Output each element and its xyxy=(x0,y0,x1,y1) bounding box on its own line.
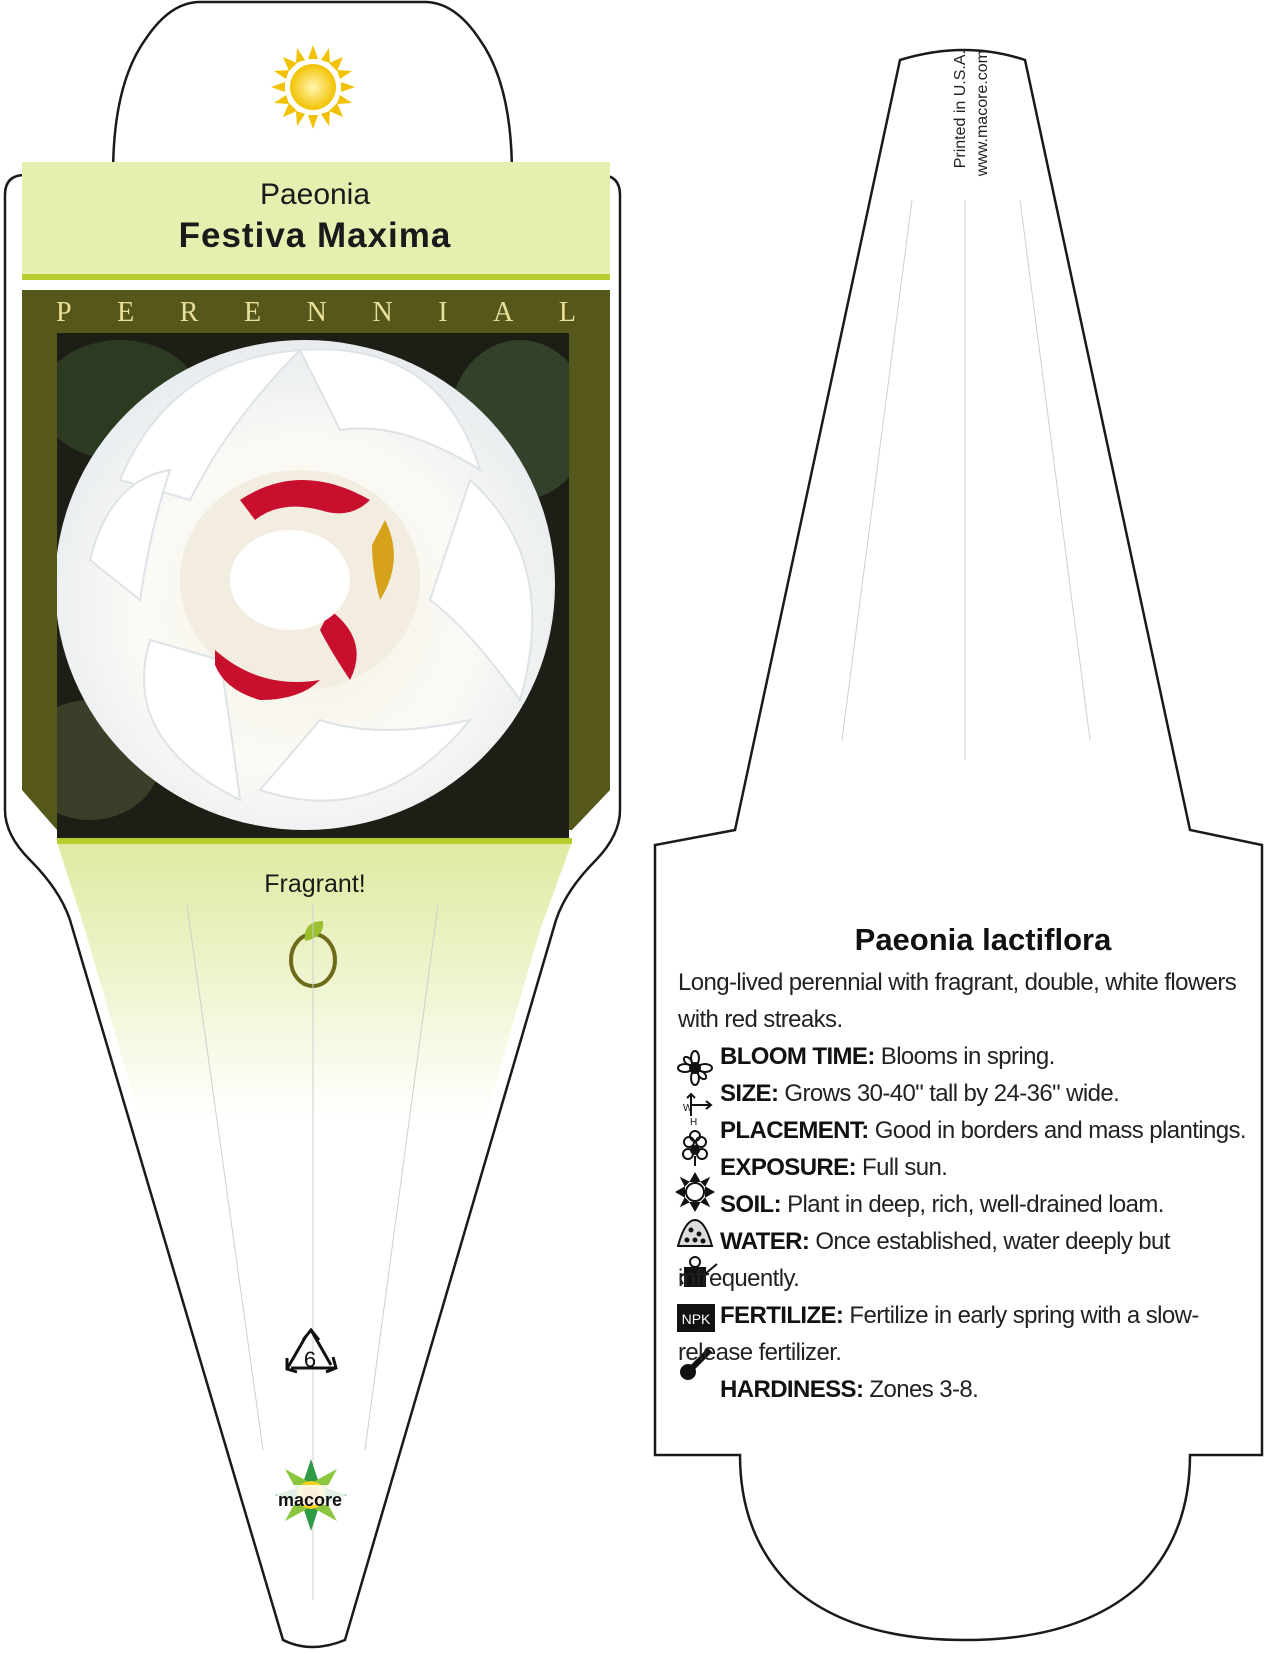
care-text: Plant in deep, rich, well-drained loam. xyxy=(781,1191,1164,1218)
category-letter: I xyxy=(438,297,448,328)
care-label: BLOOM TIME: xyxy=(720,1043,875,1070)
care-text: Grows 30-40" tall by 24-36" wide. xyxy=(778,1080,1120,1107)
care-text: Zones 3-8. xyxy=(863,1376,979,1403)
care-text: Good in borders and mass plantings. xyxy=(868,1117,1246,1144)
care-text: Blooms in spring. xyxy=(874,1043,1055,1070)
feature-text: Fragrant! xyxy=(264,870,366,898)
care-row-fertilize xyxy=(678,1297,1268,1371)
cultivar-name: Festiva Maxima xyxy=(178,216,452,255)
sun-icon xyxy=(271,45,355,129)
care-text: Once established, water deeply but infrequently. xyxy=(678,1228,1170,1292)
care-row-hardiness xyxy=(678,1371,1268,1408)
category-letter: R xyxy=(179,297,199,328)
care-row-size xyxy=(678,1075,1268,1112)
back-info xyxy=(678,922,1268,1408)
title-band-accent xyxy=(22,274,610,280)
care-row-placement xyxy=(678,1112,1268,1149)
category-letter: E xyxy=(244,297,262,328)
category-letter: N xyxy=(372,297,393,328)
brand-name: macore xyxy=(277,1490,343,1510)
care-label: FERTILIZE: xyxy=(720,1302,844,1329)
care-row-soil xyxy=(678,1186,1268,1223)
care-row-bloom-time xyxy=(678,1038,1268,1075)
care-text: Full sun. xyxy=(855,1154,948,1181)
category-letter: N xyxy=(306,297,327,328)
category-label xyxy=(22,297,610,329)
species-title: Paeonia lactiflora xyxy=(854,922,1112,957)
printed-notice xyxy=(950,50,994,250)
care-label: SOIL: xyxy=(720,1191,781,1218)
category-letter: A xyxy=(493,297,514,328)
printed-line-1: Printed in U.S.A. xyxy=(952,50,969,169)
size-icon-h: H xyxy=(690,1117,698,1128)
size-icon-w: W xyxy=(683,1103,693,1114)
care-text: Fertilize in early spring with a slow-release fertilizer. xyxy=(678,1302,1199,1366)
printed-line-2: www.macore.com xyxy=(974,50,991,177)
care-row-water xyxy=(678,1223,1268,1297)
care-label: WATER: xyxy=(720,1228,810,1255)
lower-band-accent xyxy=(57,838,572,844)
care-label: PLACEMENT: xyxy=(720,1117,869,1144)
category-letter: L xyxy=(558,297,576,328)
npk-icon-label: NPK xyxy=(681,1311,711,1327)
category-letter: E xyxy=(117,297,135,328)
flower-photo xyxy=(20,333,590,838)
care-label: SIZE: xyxy=(720,1080,779,1107)
category-letter: P xyxy=(56,297,72,328)
recycle-code: 6 xyxy=(303,1347,317,1372)
care-row-exposure xyxy=(678,1149,1268,1186)
care-label: EXPOSURE: xyxy=(720,1154,856,1181)
genus-name: Paeonia xyxy=(259,178,371,211)
species-description: Long-lived perennial with fragrant, double, white flowers with red streaks. xyxy=(678,969,1237,1033)
care-label: HARDINESS: xyxy=(720,1376,864,1403)
